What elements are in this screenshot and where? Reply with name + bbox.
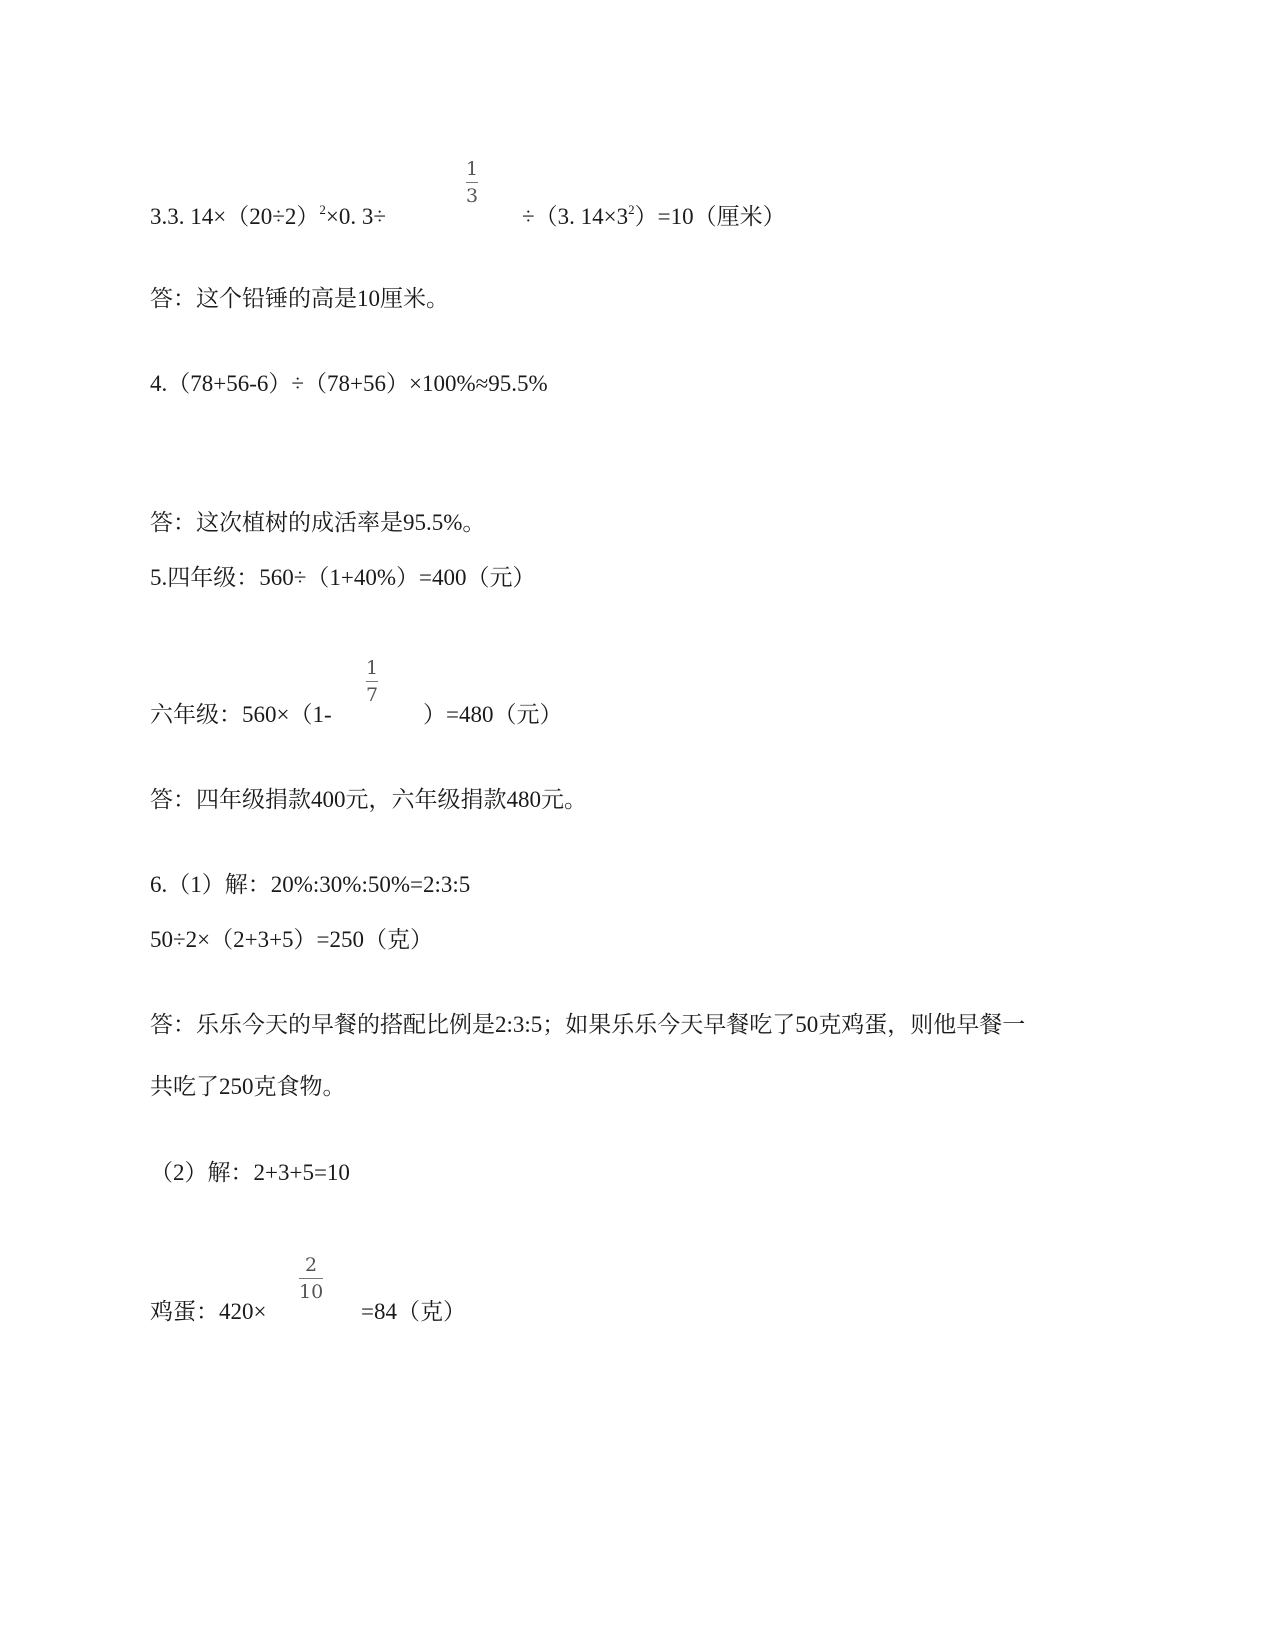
q3-equation-tail <box>522 203 786 228</box>
q5-grade6-right: ）=480（元） <box>423 702 563 727</box>
q5-fraction <box>366 659 378 705</box>
q6-fraction-denominator: 10 <box>299 1281 324 1303</box>
q3-fraction-denominator: 3 <box>466 185 479 207</box>
q6-fraction <box>299 1256 323 1302</box>
q3-part4: ）=10（厘米） <box>634 204 786 229</box>
q6-part1-answer-line2: 共吃了250克食物。 <box>150 1074 346 1099</box>
q6-part1-calculation: 50÷2×（2+3+5）=250（克） <box>150 927 434 952</box>
q3-fraction-numerator: 1 <box>466 158 479 180</box>
q6-part2-heading: （2）解：2+3+5=10 <box>150 1160 350 1185</box>
q4-answer: 答：这次植树的成活率是95.5%。 <box>150 510 486 535</box>
q6-part1-answer-line1: 答：乐乐今天的早餐的搭配比例是2:3:5；如果乐乐今天早餐吃了50克鸡蛋，则他早餐一 <box>150 1012 1026 1037</box>
q4-equation: 4.（78+56-6）÷（78+56）×100%≈95.5% <box>150 371 548 396</box>
fraction-bar <box>466 182 478 183</box>
q3-exponent-2: 2 <box>628 202 635 217</box>
q5-grade4-equation: 5.四年级：560÷（1+40%）=400（元） <box>150 565 536 590</box>
q3-part3: ÷（3. 14×3 <box>522 204 629 229</box>
q6-part1-heading: 6.（1）解：20%:30%:50%=2:3:5 <box>150 872 471 897</box>
q3-fraction <box>466 160 478 206</box>
q3-answer: 答：这个铅锤的高是10厘米。 <box>150 286 449 311</box>
q3-part1: 3.3. 14×（20÷2） <box>150 204 320 229</box>
fraction-bar <box>366 681 378 682</box>
q3-exponent-1: 2 <box>319 202 326 217</box>
q5-answer: 答：四年级捐款400元，六年级捐款480元。 <box>150 787 587 812</box>
q5-grade6-left: 六年级：560×（1- <box>150 702 332 727</box>
q6-egg-left: 鸡蛋：420× <box>150 1299 267 1324</box>
fraction-bar <box>299 1278 323 1279</box>
q5-fraction-numerator: 1 <box>366 657 379 679</box>
q5-fraction-denominator: 7 <box>366 684 379 706</box>
q6-egg-right: =84（克） <box>361 1299 466 1324</box>
q6-fraction-numerator: 2 <box>305 1254 318 1276</box>
q3-equation <box>150 203 386 228</box>
q3-part2: ×0. 3÷ <box>325 204 386 229</box>
